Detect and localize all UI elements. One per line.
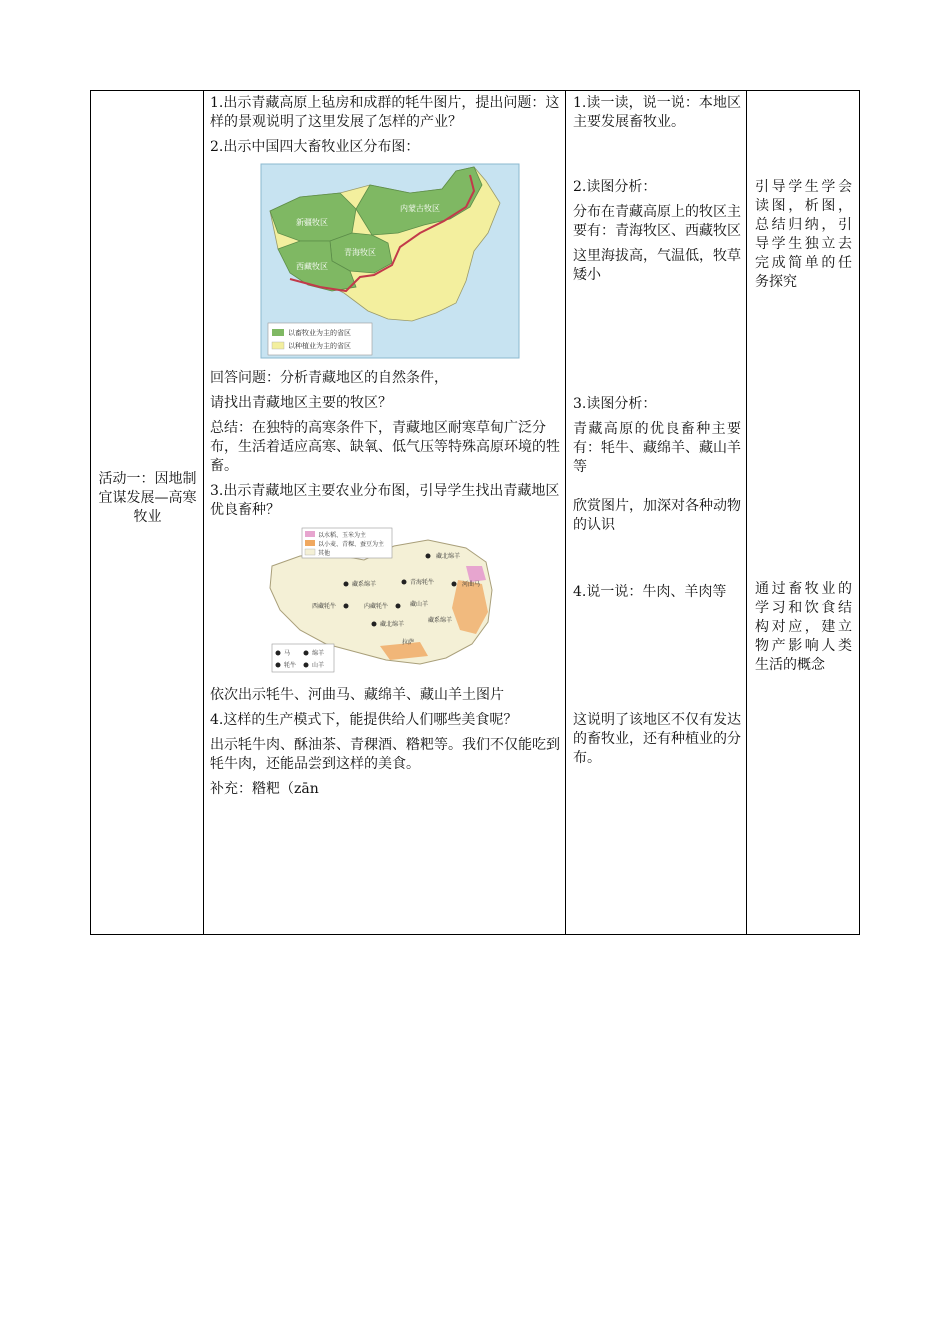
teacher-step-1: 1.出示青藏高原上毡房和成群的牦牛图片，提出问题：这样的景观说明了这里发展了怎样的产业？ xyxy=(210,95,560,130)
student-answer-breeds: 青藏高原的优良畜种主要有：牦牛、藏绵羊、藏山羊等 xyxy=(573,421,741,475)
student-answer-conditions: 这里海拔高，气温低，牧草矮小 xyxy=(573,248,741,283)
teacher-step-4: 4.这样的生产模式下，能提供给人们哪些美食呢？ xyxy=(210,712,518,728)
student-step-1: 1.读一读，说一说：本地区主要发展畜牧业。 xyxy=(573,95,741,130)
label-xinjiang: 新疆牧区 xyxy=(296,218,328,227)
column-divider-1 xyxy=(203,90,204,935)
student-step-4: 4.说一说：牛肉、羊肉等 xyxy=(573,584,727,600)
place-label-7: 藏山羊 xyxy=(410,601,429,608)
animal-legend-icon xyxy=(304,663,309,668)
table-border-bottom xyxy=(90,934,860,935)
legend-other-label: 其他 xyxy=(318,550,331,557)
place-label-3: 河曲马 xyxy=(462,581,481,588)
livestock-marker xyxy=(372,622,377,627)
animal-legend-box xyxy=(272,644,334,672)
animal-legend-icon xyxy=(276,651,281,656)
student-step-2: 2.读图分析： xyxy=(573,179,657,195)
student-conclusion: 这说明了该地区不仅有发达的畜牧业，还有种植业的分布。 xyxy=(573,712,741,766)
animal-legend-goat: 山羊 xyxy=(312,662,325,669)
activity-title: 活动一：因地制宜谋发展—高寒牧业 xyxy=(98,471,197,525)
student-activities xyxy=(573,94,741,774)
animal-legend-icon xyxy=(304,651,309,656)
livestock-marker xyxy=(396,604,401,609)
teacher-question-1: 回答问题：分析青藏地区的自然条件， xyxy=(210,370,448,386)
livestock-marker xyxy=(452,582,457,587)
teacher-activities xyxy=(210,94,560,805)
legend-rice-label: 以水稻、玉米为主 xyxy=(318,532,367,539)
teacher-step-food: 出示牦牛肉、酥油茶、青稞酒、糌粑等。我们不仅能吃到牦牛肉，还能品尝到这样的美食。 xyxy=(210,737,560,772)
teacher-step-2: 2.出示中国四大畜牧业区分布图： xyxy=(210,139,420,155)
place-label-5: 西藏牦牛 xyxy=(312,603,337,610)
student-appreciate: 欣赏图片，加深对各种动物的认识 xyxy=(573,498,741,533)
student-answer-regions: 分布在青藏高原上的牧区主要有：青海牧区、西藏牧区 xyxy=(573,204,741,239)
china-pastoral-map xyxy=(260,163,520,359)
place-label-9: 藏北绵羊 xyxy=(380,621,405,628)
teacher-step-animals: 依次出示牦牛、河曲马、藏绵羊、藏山羊土图片 xyxy=(210,687,504,703)
animal-legend-horse: 马 xyxy=(284,650,291,657)
legend-pastoral-label: 以畜牧业为主的省区 xyxy=(288,329,351,337)
label-inner-mongolia: 内蒙古牧区 xyxy=(400,204,440,213)
teacher-step-3: 3.出示青藏地区主要农业分布图，引导学生找出青藏地区优良畜种？ xyxy=(210,483,560,518)
livestock-marker xyxy=(344,604,349,609)
place-label-4: 藏系绵羊 xyxy=(352,581,377,588)
teacher-question-2: 请找出青藏地区主要的牧区？ xyxy=(210,395,392,411)
animal-legend-yak: 牦牛 xyxy=(284,662,297,669)
column-divider-3 xyxy=(746,90,747,935)
design-intent-2: 通过畜牧业的学习和饮食结构对应，建立物产影响人类生活的概念 xyxy=(755,581,852,673)
animal-legend-icon xyxy=(276,663,281,668)
teacher-summary: 总结：在独特的高寒条件下，青藏地区耐寒草甸广泛分布，生活着适应高寒、缺氧、低气压等特殊高原环境的牲畜。 xyxy=(210,420,560,474)
place-label-2: 青海牦牛 xyxy=(410,579,435,586)
place-label-1: 藏北绵羊 xyxy=(436,553,461,560)
legend-rice-swatch xyxy=(305,531,315,537)
place-label-8: 藏系绵羊 xyxy=(428,617,453,624)
table-border-top xyxy=(90,90,860,91)
place-label-6: 内藏牦牛 xyxy=(364,603,389,610)
table-border-right xyxy=(859,90,860,935)
label-qinghai: 青海牧区 xyxy=(344,248,376,257)
legend-wheat-swatch xyxy=(305,540,315,546)
table-border-left xyxy=(90,90,91,935)
livestock-marker xyxy=(426,554,431,559)
legend-farming-swatch xyxy=(272,342,284,349)
legend-box xyxy=(268,323,372,355)
student-step-3: 3.读图分析： xyxy=(573,396,657,412)
column-divider-2 xyxy=(565,90,566,935)
lesson-plan-table xyxy=(90,90,860,935)
label-tibet: 西藏牧区 xyxy=(296,262,328,271)
qingzang-agriculture-map xyxy=(260,526,500,676)
livestock-marker xyxy=(402,580,407,585)
place-label-10: 拉萨 xyxy=(402,639,415,646)
teacher-supplement: 补充：糌粑（zān xyxy=(210,781,319,797)
legend-wheat-label: 以小麦、青稞、蚕豆为主 xyxy=(318,541,385,548)
livestock-marker xyxy=(344,582,349,587)
legend-other-swatch xyxy=(305,549,315,555)
animal-legend-sheep: 绵羊 xyxy=(312,650,325,657)
legend-farming-label: 以种植业为主的省区 xyxy=(288,342,351,350)
design-intent-1: 引导学生学会读图，析图，总结归纳，引导学生独立去完成简单的任务探究 xyxy=(755,179,852,290)
legend-pastoral-swatch xyxy=(272,329,284,336)
